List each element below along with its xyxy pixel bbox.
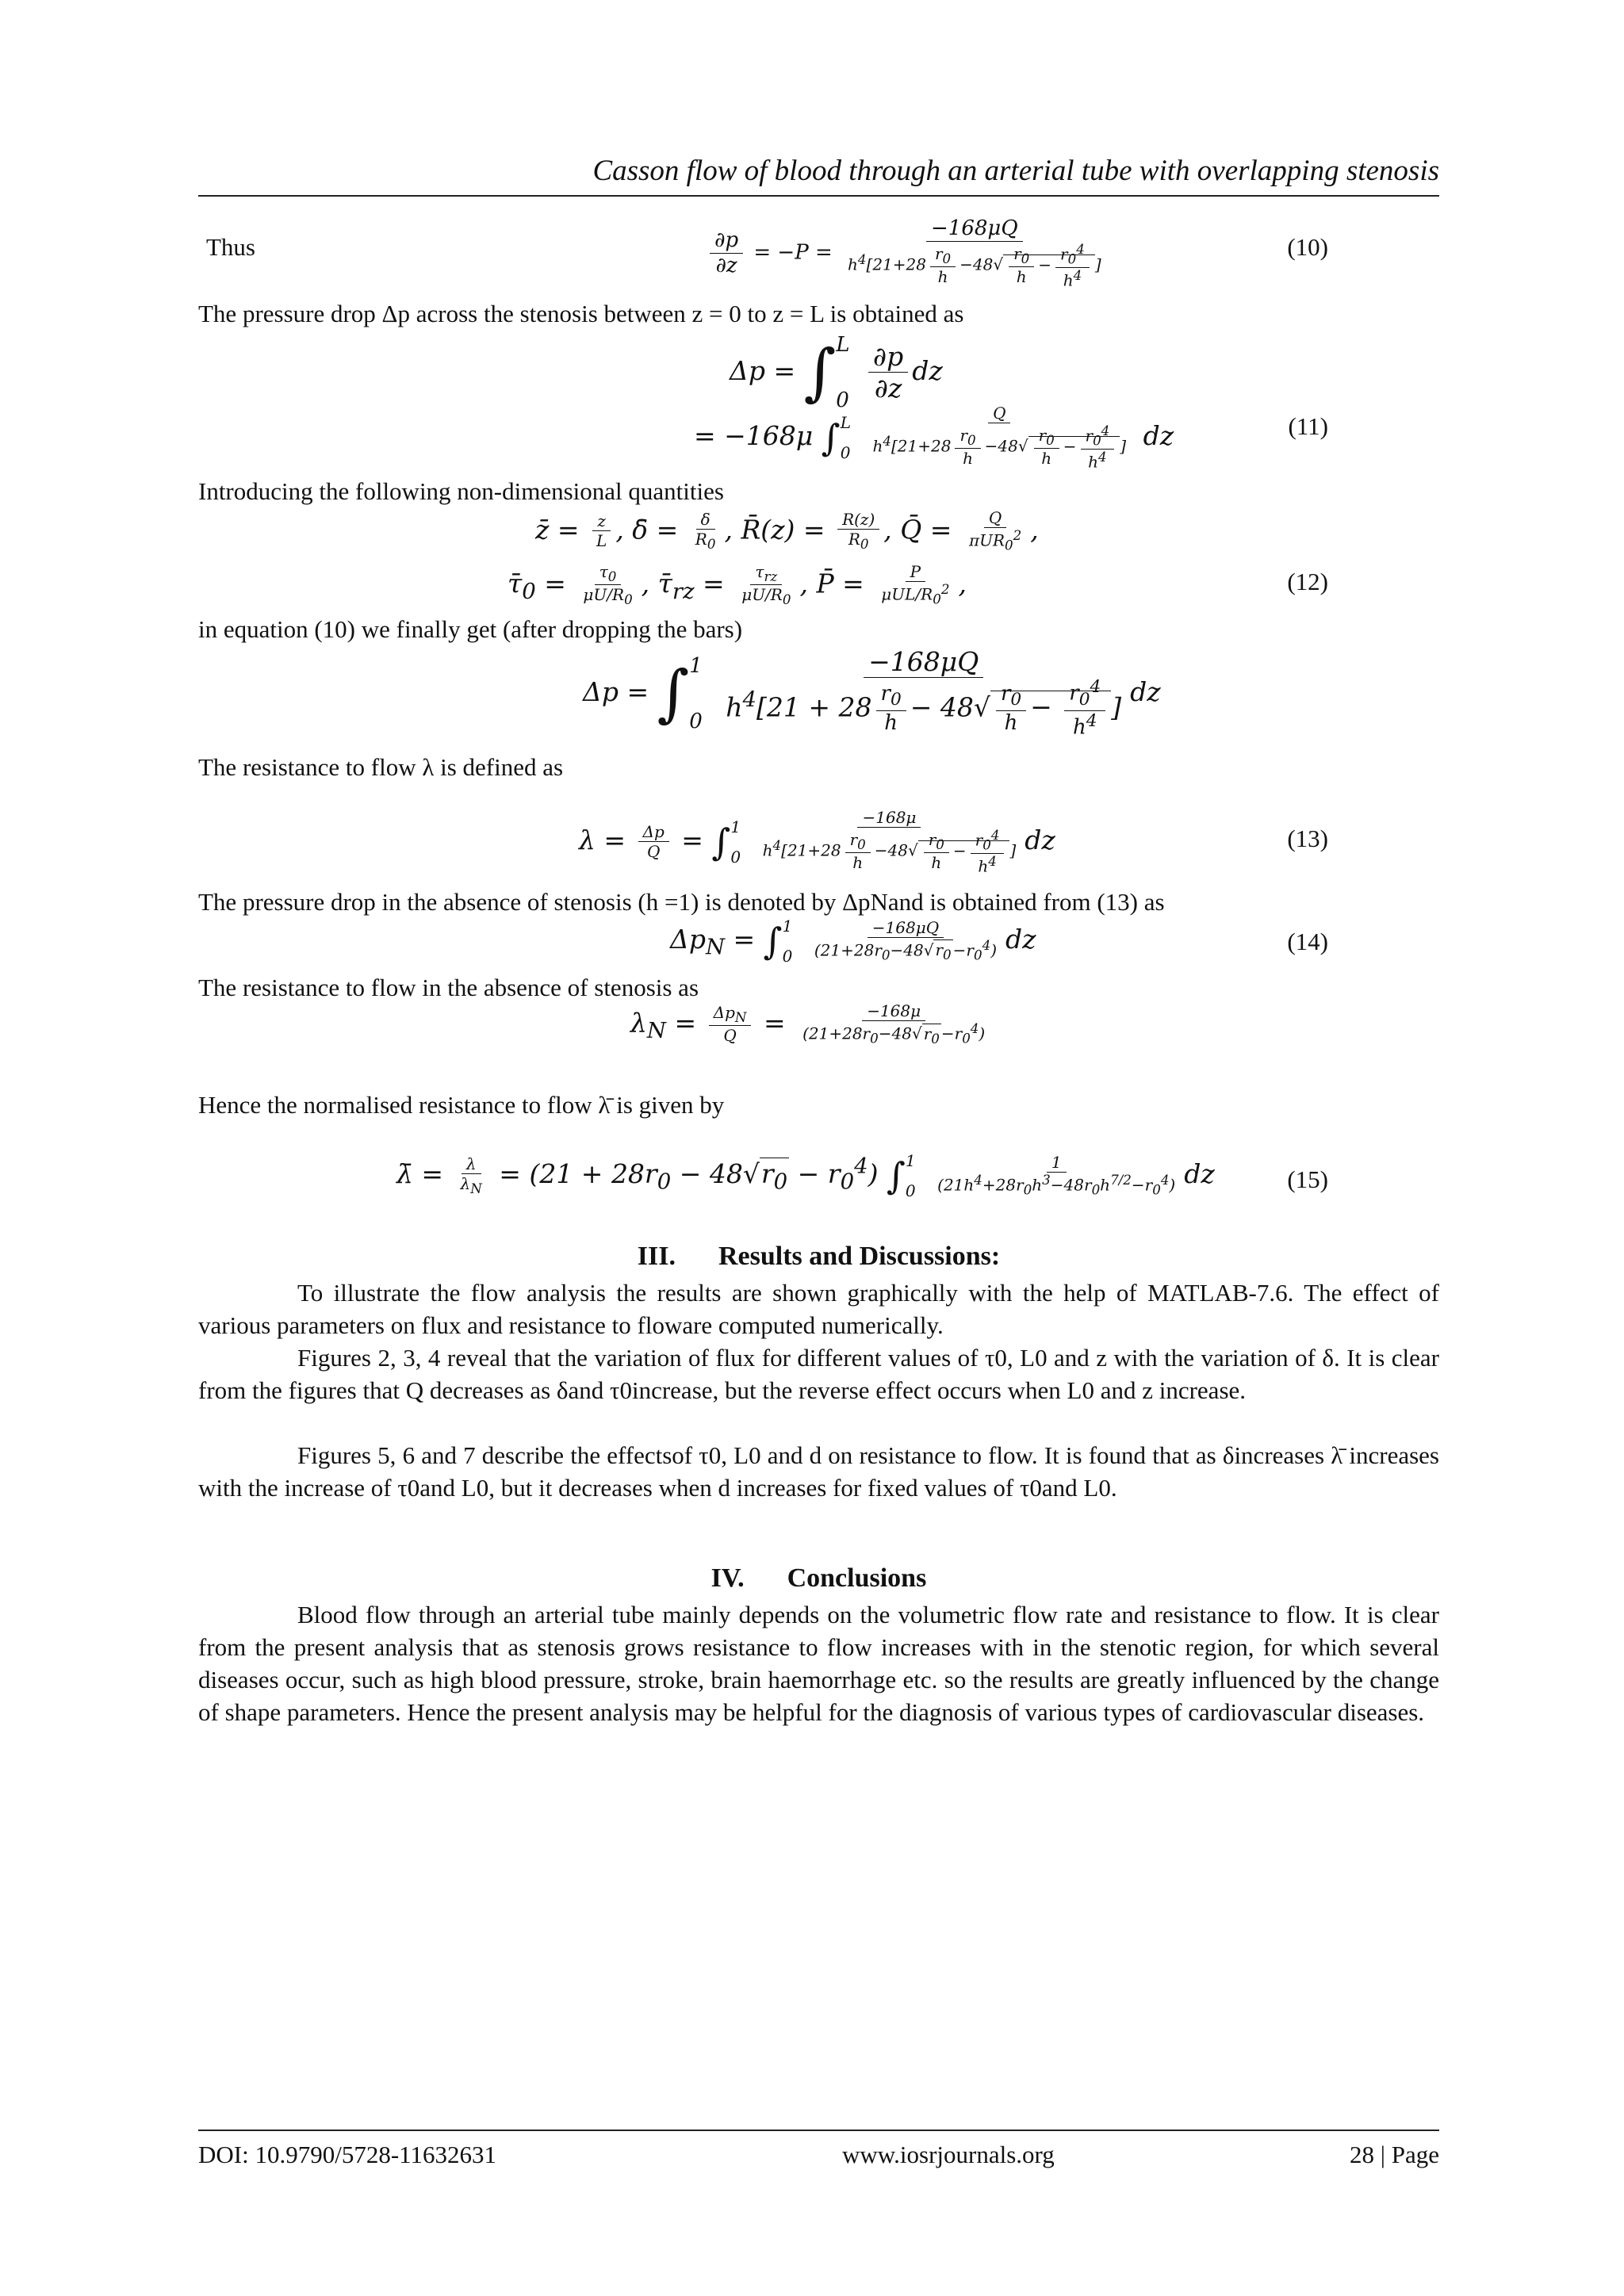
equation-delta-p: Δp = ∫ 1 0 −168μQ $h^4[21 + 28$ $\frac{r_0}{h}$ − 48√ $\frac{r_0}{h}$ − $\frac{r_0^4}{h^4}$ ] dz	[583, 646, 1161, 740]
equation-lambda-n: $\lambda_N$ = $\frac{\Delta p_N}{Q}$ = $\frac{-168\mu}{(21+28r_0-48√ r_0 -r_0^4)}$	[630, 1001, 986, 1047]
equation-number-11: (11)	[1288, 412, 1328, 440]
section-title: Results and Discussions:	[718, 1242, 1001, 1271]
absence-pressure-drop: The pressure drop in the absence of stenosis (h =1) is denoted by ΔpNand is obtained from (13) as	[198, 888, 1165, 916]
equation-number-13: (13)	[1287, 825, 1328, 852]
nondim-intro: Introducing the following non-dimensional quantities	[198, 477, 724, 505]
section-number: III.	[637, 1242, 676, 1271]
equation-10: $\frac{\partial p}{\partial z}$ = −P = −168μQ $h^4[21+28$ $\frac{r_0}{h}$ −48√ $\frac{r_0}{h}$ − $\frac{r_0^4}{h^4}$ ]	[706, 217, 1110, 289]
footer-website[interactable]: www.iosrjournals.org	[842, 2141, 1055, 2168]
absence-resistance: The resistance to flow in the absence of stenosis as	[198, 974, 699, 1001]
equation-13: λ = $\frac{\Delta p}{Q}$ = ∫ 1 0 −168μ $h^4[21+28$ $\frac{r_0}{h}$ −48√ $\frac{r_0}{h}$ − $\frac{r_0^4}{h^4}$ ] dz	[579, 808, 1055, 876]
resistance-defined: The resistance to flow λ is defined as	[198, 753, 564, 781]
normalised-intro: Hence the normalised resistance to flow λ̄ is given by	[198, 1091, 725, 1119]
header-rule	[198, 195, 1439, 197]
thus-label: Thus	[206, 233, 255, 261]
equation-11-line2: = −168μ ∫ L 0 Q $h^4[21+28$ $\frac{r_0}{h}$ −48√ $\frac{r_0}{h}$ − $\frac{r_0^4}{h^4}$ ] dz	[694, 404, 1174, 472]
in-equation-10-text: in equation (10) we finally get (after dropping the bars)	[198, 615, 743, 643]
equation-number-12: (12)	[1287, 568, 1328, 595]
equation-number-15: (15)	[1287, 1165, 1328, 1193]
footer-page-number: 28 | Page	[1350, 2141, 1439, 2168]
equation-15: λ̄ = $\frac{\lambda}{\lambda_N}$ = $(21 + 28r_0 - 48√r_0 - r_0^4)$ ∫ 1 0 $\frac{1}{(21h^4+28r_0h^3-48r_0h^{7/2}-r_0^4)}$ dz	[396, 1151, 1215, 1200]
equation-12-line1: z̄ = $\frac{z}{L}$ , δ̄ = $\frac{\delta}{R_0}$ , R̄(z) = $\frac{R(z)}{R_0}$ , Q̄ = $\frac{Q}{\pi UR_0^2}$ ,	[535, 508, 1039, 553]
footer-doi: DOI: 10.9790/5728-11632631	[198, 2141, 496, 2168]
equation-11-line1: Δp = ∫ L 0 $\frac{\partial p}{\partial z}$ dz	[730, 333, 943, 412]
conclusions-paragraph: Blood flow through an arterial tube mainly depends on the volumetric flow rate and resistance to flow. It is clear from the present analysis that as stenosis grows resistance to flow increases with in the stenotic region, for which several diseases occur, such as high blood pressure, stroke, brain haemorrhage etc. so the results are greatly influenced by the change of shape parameters. Hence the present analysis may be helpful for the diagnosis of various types of cardiovascular diseases.	[198, 1601, 1439, 1726]
running-title: Casson flow of blood through an arterial tube with overlapping stenosis	[592, 155, 1439, 187]
page	[198, 0, 1439, 2296]
results-paragraph-2: Figures 2, 3, 4 reveal that the variation of flux for different values of τ0, L0 and z with the variation of δ. It is clear from the figures that Q decreases as δand τ0increase, but the reverse effect occurs when L0 and z increase.	[198, 1344, 1439, 1404]
results-paragraph-3: Figures 5, 6 and 7 describe the effectsof τ0, L0 and d on resistance to flow. It is found that as δincreases λ̄ increases with the increase of τ0and L0, but it decreases when d increases for fixed values of τ0and L0.	[198, 1441, 1439, 1502]
section-number: IV.	[710, 1563, 745, 1593]
pressure-drop-intro: The pressure drop Δp across the stenosis between z = 0 to z = L is obtained as	[198, 300, 964, 327]
section-heading-conclusions	[198, 1563, 1439, 1594]
equation-number-14: (14)	[1287, 928, 1328, 955]
section-heading-results	[198, 1242, 1439, 1272]
results-paragraph-1: To illustrate the flow analysis the results are shown graphically with the help of MATLAB-7.6. The effect of various parameters on flux and resistance to floware computed numerically.	[198, 1279, 1439, 1339]
footer-rule	[198, 2130, 1439, 2131]
section-title: Conclusions	[787, 1563, 927, 1593]
equation-12-line2: $\taū_0$ = $\frac{\tau_0}{\mu U/R_0}$ , $\taū_{rz}$ = $\frac{\tau_{rz}}{\mu U/R_0}$ , P̄ = $\frac{P}{\mu UL/R_0^2}$ ,	[508, 562, 967, 608]
equation-number-10: (10)	[1287, 233, 1328, 261]
equation-14: $\Delta p_N$ = ∫ 1 0 $\frac{-168\mu Q}{(21+28r_0-48√ r_0 -r_0^4)}$ dz	[670, 916, 1036, 966]
